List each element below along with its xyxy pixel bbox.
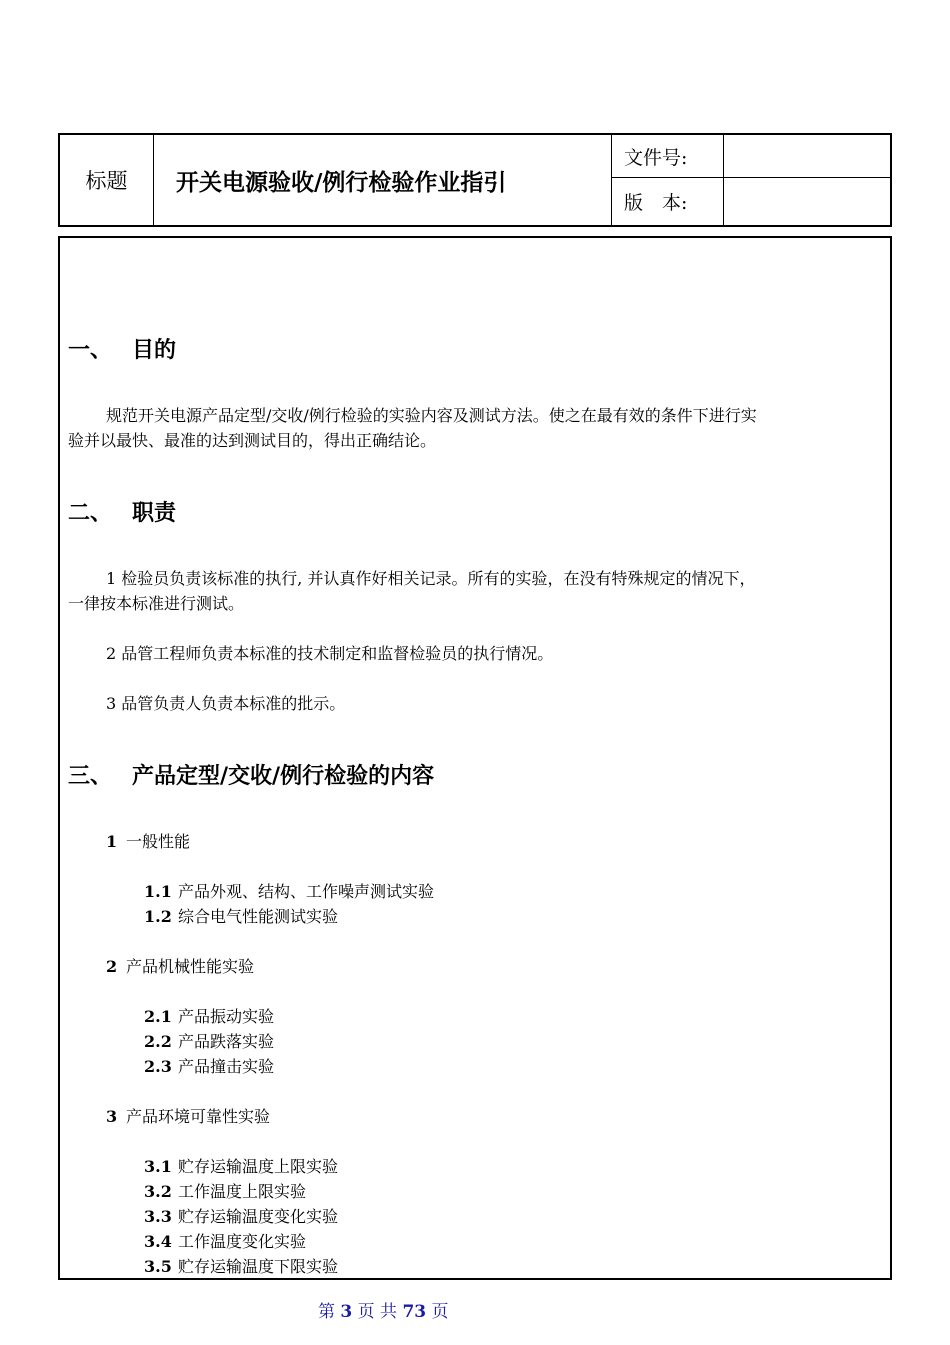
list-item bbox=[144, 1154, 338, 1177]
section-title: 职责 bbox=[132, 501, 177, 526]
list-group-2 bbox=[106, 954, 254, 977]
list-item-number: 3.5 bbox=[144, 1257, 172, 1276]
purpose-paragraph-line1: 规范开关电源产品定型/交收/例行检验的实验内容及测试方法。使之在最有效的条件下进行实 bbox=[106, 406, 757, 425]
version-label: 版 本: bbox=[612, 178, 724, 225]
responsibility-item-2: 2 品管工程师负责本标准的技术制定和监督检验员的执行情况。 bbox=[106, 644, 554, 663]
footer-mid: 页 共 bbox=[357, 1302, 398, 1322]
list-item-text: 产品振动实验 bbox=[178, 1007, 275, 1026]
list-item-text: 产品撞击实验 bbox=[178, 1057, 275, 1076]
total-pages: 73 bbox=[402, 1302, 427, 1322]
list-item-text: 产品跌落实验 bbox=[178, 1032, 275, 1051]
section-number: 二、 bbox=[68, 501, 113, 526]
section-title: 目的 bbox=[132, 338, 177, 363]
current-page: 3 bbox=[340, 1302, 353, 1322]
list-item-text: 综合电气性能测试实验 bbox=[178, 907, 339, 926]
doc-number-value bbox=[724, 135, 890, 178]
list-item bbox=[144, 1004, 274, 1027]
list-item-number: 3.4 bbox=[144, 1232, 172, 1251]
list-item-text: 贮存运输温度下限实验 bbox=[178, 1257, 339, 1276]
list-item bbox=[144, 1204, 338, 1227]
section-number: 一、 bbox=[68, 338, 113, 363]
list-item bbox=[144, 1254, 338, 1277]
list-item-text: 贮存运输温度变化实验 bbox=[178, 1207, 339, 1226]
list-group-text: 一般性能 bbox=[126, 832, 191, 851]
header-label: 标题 bbox=[60, 135, 154, 225]
version-value bbox=[724, 178, 890, 225]
list-group-number: 2 bbox=[106, 957, 118, 976]
section-heading-responsibility bbox=[68, 496, 176, 527]
list-item bbox=[144, 1229, 306, 1252]
list-group-3 bbox=[106, 1104, 270, 1127]
list-item bbox=[144, 904, 338, 927]
list-item bbox=[144, 1054, 274, 1077]
footer-suffix: 页 bbox=[431, 1302, 449, 1322]
list-item-number: 2.2 bbox=[144, 1032, 172, 1051]
list-item-number: 1.2 bbox=[144, 907, 172, 926]
section-heading-purpose bbox=[68, 333, 176, 364]
responsibility-item-1-line2: 一律按本标准进行测试。 bbox=[68, 594, 245, 613]
doc-number-label: 文件号: bbox=[612, 135, 724, 178]
list-group-number: 1 bbox=[106, 832, 118, 851]
list-group-text: 产品环境可靠性实验 bbox=[126, 1107, 271, 1126]
section-title: 产品定型/交收/例行检验的内容 bbox=[132, 764, 435, 789]
page-number-footer bbox=[318, 1297, 449, 1322]
header-table bbox=[58, 133, 892, 227]
list-group-text: 产品机械性能实验 bbox=[126, 957, 255, 976]
list-item bbox=[144, 1029, 274, 1052]
document-title: 开关电源验收/例行检验作业指引 bbox=[154, 135, 612, 225]
list-item-number: 1.1 bbox=[144, 882, 172, 901]
section-heading-contents bbox=[68, 759, 434, 790]
list-group-1 bbox=[106, 829, 190, 852]
list-item-text: 贮存运输温度上限实验 bbox=[178, 1157, 339, 1176]
list-item-text: 产品外观、结构、工作噪声测试实验 bbox=[178, 882, 435, 901]
footer-prefix: 第 bbox=[318, 1302, 335, 1322]
purpose-paragraph-line2: 验并以最快、最准的达到测试目的，得出正确结论。 bbox=[68, 431, 437, 450]
responsibility-item-1-line1: 1 检验员负责该标准的执行, 并认真作好相关记录。所有的实验，在没有特殊规定的情况下， bbox=[106, 569, 756, 588]
list-item bbox=[144, 879, 434, 902]
list-item-number: 2.1 bbox=[144, 1007, 172, 1026]
responsibility-item-3: 3 品管负责人负责本标准的批示。 bbox=[106, 694, 346, 713]
section-number: 三、 bbox=[68, 764, 113, 789]
list-item-number: 3.1 bbox=[144, 1157, 172, 1176]
list-group-number: 3 bbox=[106, 1107, 118, 1126]
list-item bbox=[144, 1179, 306, 1202]
list-item-number: 2.3 bbox=[144, 1057, 172, 1076]
list-item-text: 工作温度变化实验 bbox=[178, 1232, 307, 1251]
list-item-number: 3.2 bbox=[144, 1182, 172, 1201]
list-item-text: 工作温度上限实验 bbox=[178, 1182, 307, 1201]
list-item-number: 3.3 bbox=[144, 1207, 172, 1226]
